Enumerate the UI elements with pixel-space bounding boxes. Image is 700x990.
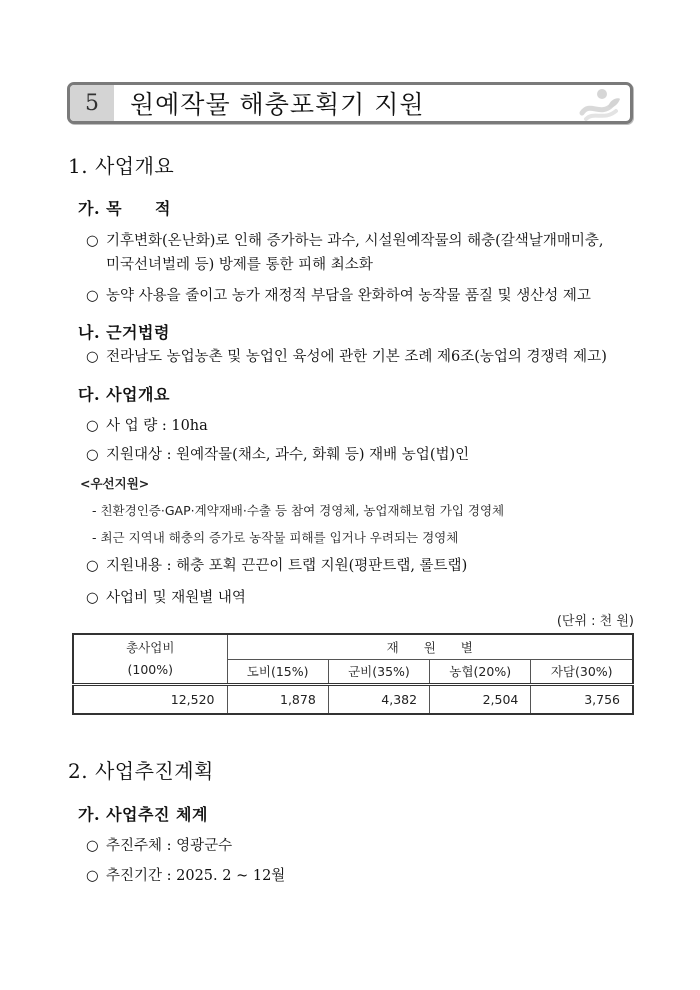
system-item-agent: ○ 추진주체 : 영광군수 bbox=[86, 838, 233, 854]
table-header-row bbox=[73, 634, 633, 659]
overview-item-budget: ○ 사업비 및 재원별 내역 bbox=[86, 590, 246, 606]
section-title-box bbox=[67, 82, 633, 124]
priority-support-label: <우선지원> bbox=[80, 476, 150, 491]
circle-bullet-icon: ○ bbox=[86, 590, 99, 606]
budget-table bbox=[72, 633, 634, 715]
circle-bullet-icon: ○ bbox=[86, 288, 99, 304]
section-number: 5 bbox=[70, 85, 114, 121]
circle-bullet-icon: ○ bbox=[86, 558, 99, 574]
unit-label: (단위 : 천 원) bbox=[556, 614, 634, 629]
total-budget-header: 총사업비 (100%) bbox=[73, 634, 227, 684]
subheading-legal-basis: 나. 근거법령 bbox=[78, 323, 170, 342]
page-title: 원예작물 해충포획기 지원 bbox=[130, 90, 425, 119]
circle-bullet-icon: ○ bbox=[86, 418, 99, 434]
purpose-item-1-continued: 미국선녀벌레 등) 방제를 통한 피해 최소화 bbox=[106, 257, 373, 273]
funding-source-header: 재 원 별 bbox=[227, 634, 633, 659]
circle-bullet-icon: ○ bbox=[86, 447, 99, 463]
purpose-item-2: ○ 농약 사용을 줄이고 농가 재정적 부담을 완화하여 농작물 품질 및 생산성 제고 bbox=[86, 288, 591, 304]
overview-item-amount: ○ 사 업 량 : 10ha bbox=[86, 418, 208, 434]
subheading-purpose: 가. 목 적 bbox=[78, 199, 172, 218]
circle-bullet-icon: ○ bbox=[86, 349, 99, 365]
cell-self: 3,756 bbox=[531, 684, 633, 714]
subheading-overview: 다. 사업개요 bbox=[78, 385, 170, 404]
purpose-item-1: ○ 기후변화(온난화)로 인해 증가하는 과수, 시설원예작물의 해충(갈색날개매미충, bbox=[86, 233, 604, 249]
circle-bullet-icon: ○ bbox=[86, 868, 99, 884]
column-header-self: 자담(30%) bbox=[531, 659, 633, 684]
circle-bullet-icon: ○ bbox=[86, 838, 99, 854]
overview-item-content: ○ 지원내용 : 해충 포획 끈끈이 트랩 지원(평판트랩, 롤트랩) bbox=[86, 558, 468, 574]
overview-item-target: ○ 지원대상 : 원예작물(채소, 과수, 화훼 등) 재배 농업(법)인 bbox=[86, 447, 470, 463]
cell-total: 12,520 bbox=[73, 684, 227, 714]
priority-item-1: - 친환경인증·GAP·계약재배·수출 등 참여 경영체, 농업재해보험 가입 경영체 bbox=[92, 503, 505, 518]
table-row bbox=[73, 684, 633, 714]
cell-province: 1,878 bbox=[227, 684, 328, 714]
leaf-wave-logo-icon bbox=[578, 87, 622, 121]
section-heading-2: 2. 사업추진계획 bbox=[68, 759, 214, 783]
column-header-province: 도비(15%) bbox=[227, 659, 328, 684]
system-item-period: ○ 추진기간 : 2025. 2 ~ 12월 bbox=[86, 868, 286, 884]
circle-bullet-icon: ○ bbox=[86, 233, 99, 249]
legal-basis-item: ○ 전라남도 농업농촌 및 농업인 육성에 관한 기본 조례 제6조(농업의 경쟁력 제고) bbox=[86, 349, 607, 365]
priority-item-2: - 최근 지역내 해충의 증가로 농작물 피해를 입거나 우려되는 경영체 bbox=[92, 530, 459, 545]
section-heading-1: 1. 사업개요 bbox=[68, 154, 175, 178]
cell-county: 4,382 bbox=[328, 684, 429, 714]
column-header-nonghyup: 농협(20%) bbox=[430, 659, 531, 684]
subheading-system: 가. 사업추진 체계 bbox=[78, 805, 208, 824]
column-header-county: 군비(35%) bbox=[328, 659, 429, 684]
cell-nonghyup: 2,504 bbox=[430, 684, 531, 714]
